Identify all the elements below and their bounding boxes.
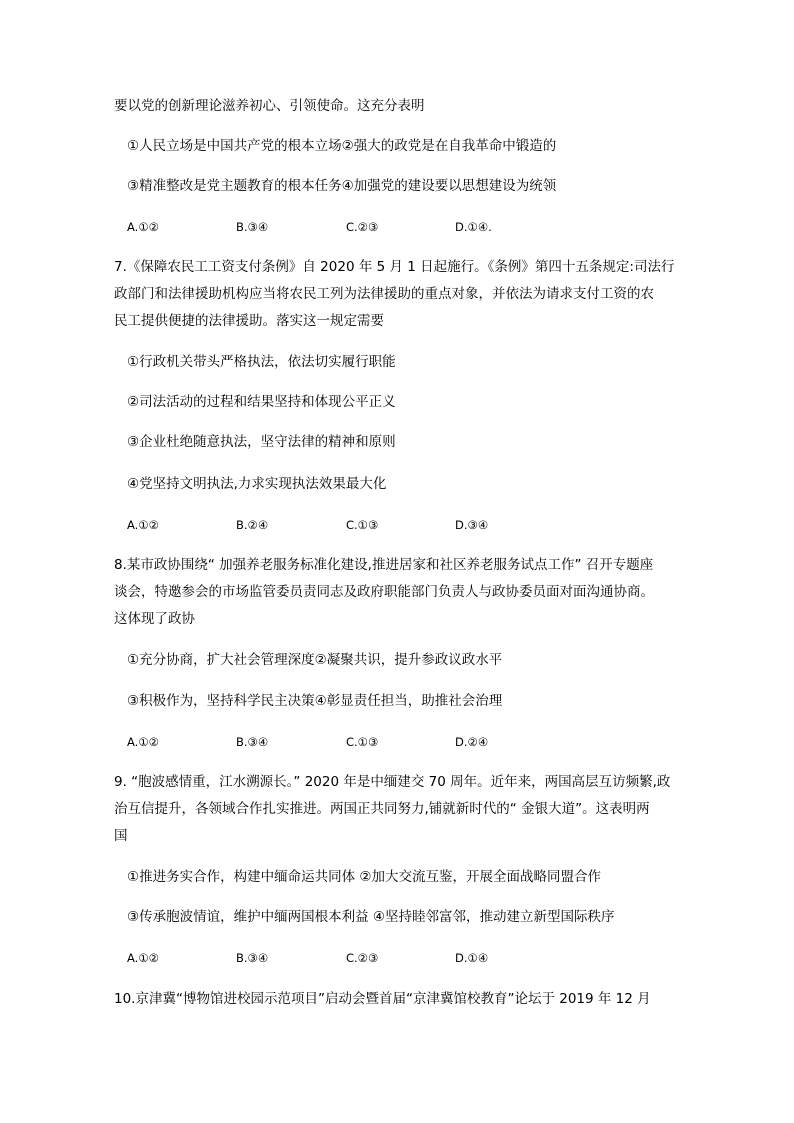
q7-answer-b: B.②④ — [236, 518, 269, 532]
q7-answer-a: A.①② — [127, 518, 159, 532]
q8-option-3-4: ③积极作为，坚持科学民主决策④彰显责任担当，助推社会治理 — [127, 693, 503, 709]
q9-answer-d: D.①④ — [455, 951, 489, 965]
q6-answer-b: B.③④ — [236, 220, 269, 234]
q8-stem-line-1: 8.某市政协围绕“ 加强养老服务标准化建设,推进居家和社区养老服务试点工作” 召开专题座 — [114, 557, 654, 573]
q9-option-1-2: ①推进务实合作，构建中缅命运共同体 ②加大交流互鉴，开展全面战略同盟合作 — [127, 869, 601, 885]
q7-stem-line-1: 7.《保障农民工工资支付条例》自 2020 年 5 月 1 日起施行。《条例》第四十五条规定:司法行 — [114, 259, 675, 275]
q8-answer-b: B.③④ — [236, 735, 269, 749]
q7-stem-line-3: 民工提供便捷的法律援助。落实这一规定需要 — [114, 313, 384, 329]
q8-answer-a: A.①② — [127, 735, 159, 749]
q6-answer-d: D.①④. — [455, 220, 492, 234]
q8-stem-line-2: 谈会，特邀参会的市场监管委员责同志及政府职能部门负责人与政协委员面对面沟通协商。 — [114, 584, 654, 600]
q9-option-3-4: ③传承胞波情谊，维护中缅两国根本利益 ④坚持睦邻富邻，推动建立新型国际秩序 — [127, 909, 615, 925]
q7-stem-line-2: 政部门和法律援助机构应当将农民工列为法律援助的重点对象，并依法为请求支付工资的农 — [114, 286, 654, 302]
q8-stem-line-3: 这体现了政协 — [114, 611, 195, 627]
q9-answer-a: A.①② — [127, 951, 159, 965]
q6-option-1-2: ①人民立场是中国共产党的根本立场②强大的政党是在自我革命中锻造的 — [127, 138, 557, 154]
q7-answer-d: D.③④ — [455, 518, 489, 532]
q9-stem-line-2: 治互信提升，各领域合作扎实推进。两国正共同努力,铺就新时代的“ 金银大道”。这表明两 — [114, 801, 650, 817]
q10-stem-line-1: 10.京津冀“博物馆进校园示范项目”启动会暨首届“京津冀馆校教育”论坛于 2019 年 12 月 — [114, 991, 651, 1007]
q9-answer-c: C.②③ — [346, 951, 379, 965]
q7-answer-c: C.①③ — [346, 518, 379, 532]
q7-option-1: ①行政机关带头严格执法，依法切实履行职能 — [127, 354, 396, 370]
q7-option-3: ③企业杜绝随意执法，坚守法律的精神和原则 — [127, 434, 396, 450]
q9-answer-b: B.③④ — [236, 951, 269, 965]
q6-answer-a: A.①② — [127, 220, 159, 234]
q6-answer-c: C.②③ — [346, 220, 379, 234]
q8-answer-c: C.①③ — [346, 735, 379, 749]
q6-option-3-4: ③精准整改是党主题教育的根本任务④加强党的建设要以思想建设为统领 — [127, 178, 557, 194]
q8-option-1-2: ①充分协商，扩大社会管理深度②凝聚共识，提升参政议政水平 — [127, 652, 503, 668]
q9-stem-line-1: 9. “胞波感情重，江水溯源长。” 2020 年是中缅建交 70 周年。近年来，两国高层互访频繁,政 — [114, 774, 671, 790]
q9-stem-line-3: 国 — [114, 828, 128, 844]
intro-text: 要以党的创新理论滋养初心、引领使命。这充分表明 — [114, 98, 425, 114]
q7-option-2: ②司法活动的过程和结果坚持和体现公平正义 — [127, 394, 396, 410]
q8-answer-d: D.②④ — [455, 735, 489, 749]
q7-option-4: ④党坚持文明执法,力求实现执法效果最大化 — [127, 476, 387, 492]
